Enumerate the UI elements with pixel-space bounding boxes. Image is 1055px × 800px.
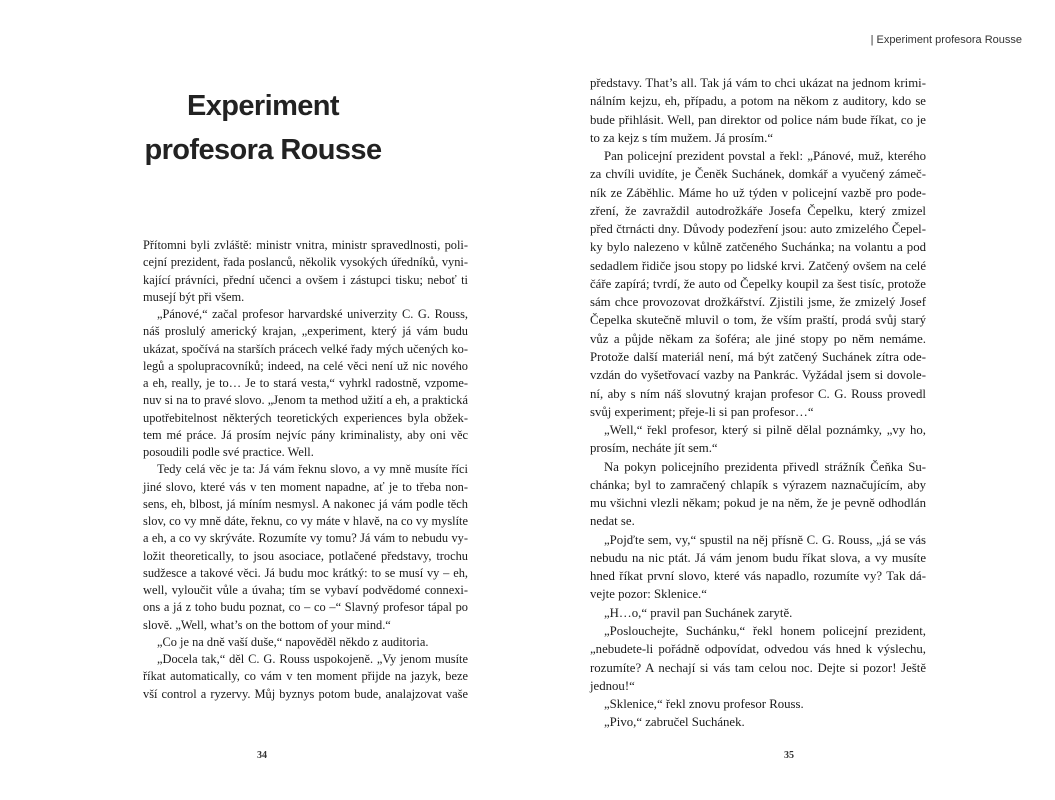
text-line: ons a já z toho budu poznat, co – co –“ Slavný profesor tápal po <box>143 600 468 615</box>
text-line: ní, aby s ním náš slovutný krajan profesor C. G. Rouss provedl <box>590 386 926 401</box>
text-line: „Well,“ řekl profesor, který si pilně dělal poznámky, „vy ho, <box>604 423 926 438</box>
text-line: sudžesce a takové věci. Já budu moc krátký: to se musí vy – eh, <box>143 565 468 580</box>
paragraph <box>590 622 926 695</box>
text-line: vůz a půjde někam za šoféra; ale jiné stopy po něm nemáme. <box>590 331 926 346</box>
text-line: nebudu na nic ptát. Já vám jenom budu říkat slova, a vy musíte <box>590 550 926 565</box>
text-line: musejí být při všem. <box>143 289 245 304</box>
paragraph <box>590 604 926 622</box>
text-line: legů a spolupracovníků; indeed, na celé věci není už nic nového <box>143 358 468 373</box>
text-line: Pan policejní prezident povstal a řekl: „Pánové, muž, kterého <box>604 149 926 164</box>
text-line: mu všichni vlezli někam; pokud je na něm, že je pevně odhodlán <box>590 496 926 511</box>
text-line: říkat automatically, co vám v ten moment přijde na jazyk, beze <box>143 669 468 684</box>
chapter-title-line: Experiment <box>187 90 339 122</box>
text-line: bude přihlásit. Well, pan direktor od police nám bude říkat, co je <box>590 112 926 127</box>
text-line: vejte pozor: Sklenice.“ <box>590 587 707 602</box>
text-line: nedat se. <box>590 514 635 529</box>
text-line: sedadlem řidiče jsou stopy po lidské krvi. Zatčený ovšem na celé <box>590 258 926 273</box>
page-number: 34 <box>257 750 267 761</box>
paragraph <box>590 695 926 713</box>
text-line: slov, co vy mně dáte, řeknu, co vy máte v hlavě, na co vy myslíte <box>143 514 468 528</box>
text-line: to za kejz s tím mužem. Já prosím.“ <box>590 130 774 145</box>
text-line: „Co je na dně vaší duše,“ napověděl někdo z auditoria. <box>157 634 429 649</box>
text-line: „Sklenice,“ řekl znovu profesor Rouss. <box>604 697 804 712</box>
text-line: ukázat, spočívá na starších prácech velké řady mých učených ko- <box>143 341 468 356</box>
text-line: cejní prezident, řada poslanců, několik vysokých úředníků, vyni- <box>143 255 468 270</box>
text-line: Protože další materiál není, má být zatčený Suchánek zítra ode- <box>590 349 926 364</box>
text-line: ky bylo nalezeno v kůlně zatčeného Suchánka; na volantu a pod <box>590 240 926 255</box>
text-line: „Docela tak,“ děl C. G. Rouss uspokojeně. „Vy jenom musíte <box>157 652 468 666</box>
right-body-text <box>590 74 926 732</box>
text-line: náš proslulý americký krajan, „experiment, který já vám budu <box>143 324 468 339</box>
text-line: svůj experiment; přeje-li si pan profesor…“ <box>590 404 814 419</box>
chapter-title <box>143 84 383 172</box>
paragraph <box>143 306 468 461</box>
paragraph <box>143 634 468 651</box>
running-head: | Experiment profesora Rousse <box>870 34 1022 46</box>
text-line: nálním kejzu, eh, případu, a potom na někom z auditory, kdo se <box>590 94 926 109</box>
text-line: „Pivo,“ zabručel Suchánek. <box>604 715 745 730</box>
text-line: chánka; byl to zamračený chlapík s výrazem naznačujícím, aby <box>590 477 926 492</box>
paragraph <box>590 74 926 147</box>
text-line: sens, eh, blbost, já míním nesmysl. A nakonec já vám podle těch <box>143 496 468 511</box>
text-line: well, vyloučit vůle a úvaha; tím se vybaví podvědomé connexi- <box>143 583 468 597</box>
text-line: jednou!“ <box>590 678 635 693</box>
text-line: upotřebitelnost některých teoretických experiences byla obžek- <box>143 410 468 425</box>
text-line: „H…o,“ pravil pan Suchánek zarytě. <box>604 605 793 620</box>
text-line: Přítomni byli zvláště: ministr vnitra, ministr spravedlnosti, poli- <box>143 238 468 252</box>
text-line: prosím, necháte jít sem.“ <box>590 441 718 456</box>
text-line: zření, že zavraždil autodrožkáře Josefa Čepelku, který zmizel <box>590 203 926 218</box>
paragraph <box>590 458 926 531</box>
paragraph <box>590 421 926 458</box>
left-body-text <box>143 237 468 703</box>
paragraph <box>590 713 926 731</box>
paragraph <box>143 237 468 306</box>
text-line: vzdán do vyšetřovací vazby na Pankrác. Vyžádal jsem si dovole- <box>590 368 926 383</box>
text-line: a eh, really, je to… Je to stará vesta,“ vyhrkl radostně, vzpome- <box>143 376 468 390</box>
paragraph <box>590 531 926 604</box>
text-line: kající právníci, přední učenci a ovšem i zástupci tisku; neboť ti <box>143 272 468 287</box>
text-line: nuv si na to pravé slovo. „Jenom ta method užití a eh, a praktická <box>143 393 468 408</box>
text-line: vší control a ryzervy. Můj byznys potom bude, analajzovat vaše <box>143 686 468 701</box>
text-line: hned říkat první slovo, které vás napadlo, rozumíte vy? Tak dá- <box>590 569 926 584</box>
text-line: ložit theoretically, to jsou asociace, potlačené představy, trochu <box>143 548 468 563</box>
right-page <box>527 0 1055 800</box>
paragraph <box>143 651 468 703</box>
paragraph <box>143 461 468 634</box>
text-line: za chvíli uvidíte, je Čeněk Suchánek, domkář a vyučený zámeč- <box>590 167 926 182</box>
text-line: před čtrnácti dny. Důvody podezření jsou: auto zmizelého Čepel- <box>590 222 926 237</box>
text-line: čáře zapírá; tvrdí, že auto od Čepelky koupil za šest tisíc, protože <box>590 276 926 291</box>
text-line: posoudili podle své practice. Well. <box>143 445 314 459</box>
text-line: Čepelka skutečně mluvil o tom, že vším praští, prodá svůj starý <box>590 313 926 328</box>
text-line: a eh, a co vy skrýváte. Rozumíte vy tomu? Já vám to nebudu vy- <box>143 531 468 546</box>
text-line: jiné slovo, které vás v ten moment napadne, ať je to třeba non- <box>143 479 468 494</box>
text-line: představy. That’s all. Tak já vám to chci ukázat na jednom krimi- <box>590 76 926 90</box>
text-line: rozumíte? A nechají si vás tam celou noc. Dejte si pozor! Ještě <box>590 660 926 675</box>
text-line: tem mé práce. Já prosím nejvíc pány kriminalisty, aby oni věc <box>143 427 468 442</box>
text-line: „nebudete-li pořádně odpovídat, odvedou vás hned k výslechu, <box>590 642 926 657</box>
text-line: „Poslouchejte, Suchánku,“ řekl honem policejní prezident, <box>604 623 926 638</box>
text-line: Na pokyn policejního prezidenta přivedl strážník Čeňka Su- <box>604 459 926 474</box>
text-line: sám chce provozovat drožkářství. Zjistili jsme, že zmizelý Josef <box>590 295 926 310</box>
text-line: ník ze Záběhlic. Máme ho už týden v policejní vazbě pro pode- <box>590 185 926 200</box>
text-line: slově. „Well, what’s on the bottom of your mind.“ <box>143 617 391 632</box>
chapter-title-line: profesora Rousse <box>144 134 382 166</box>
text-line: Tedy celá věc je ta: Já vám řeknu slovo, a vy mně musíte říci <box>157 462 468 477</box>
left-page <box>0 0 527 800</box>
paragraph <box>590 147 926 421</box>
page-number: 35 <box>784 750 794 761</box>
text-line: „Pojďte sem, vy,“ spustil na něj přísně C. G. Rouss, „já se vás <box>604 532 926 547</box>
text-line: „Pánové,“ začal profesor harvardské univerzity C. G. Rouss, <box>157 307 468 321</box>
